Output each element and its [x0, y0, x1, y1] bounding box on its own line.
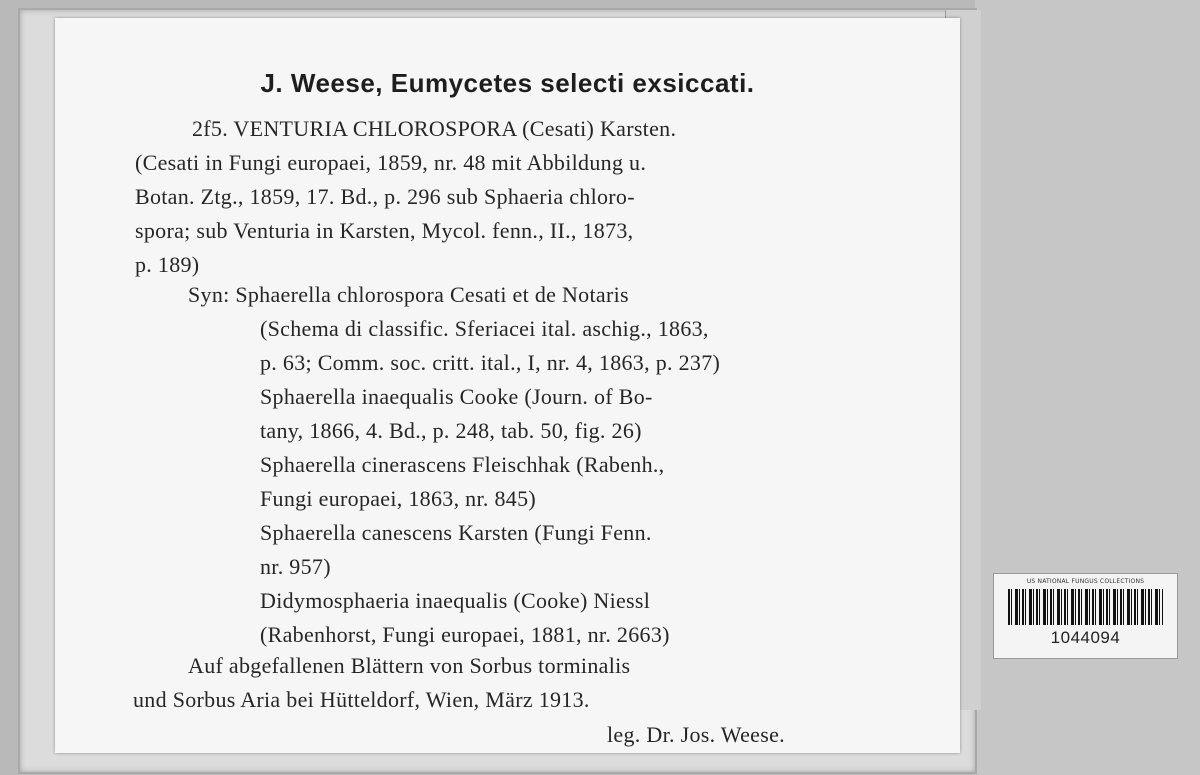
label-line: nr. 957) — [260, 554, 331, 579]
label-line: Syn: Sphaerella chlorospora Cesati et de Notaris — [188, 282, 629, 307]
label-line: (Schema di classific. Sferiacei ital. aschig., 1863, — [260, 316, 709, 341]
label-line: Sphaerella canescens Karsten (Fungi Fenn. — [260, 520, 652, 545]
label-line: (Rabenhorst, Fungi europaei, 1881, nr. 2663) — [260, 622, 670, 647]
label-line: Sphaerella cinerascens Fleischhak (Rabenh., — [260, 452, 665, 477]
label-line: Fungi europaei, 1863, nr. 845) — [260, 486, 537, 511]
barcode-label — [993, 573, 1178, 659]
barcode-icon — [1008, 589, 1163, 625]
label-line: 2f5. VENTURIA CHLOROSPORA (Cesati) Karsten. — [192, 116, 677, 141]
label-line: spora; sub Venturia in Karsten, Mycol. fenn., II., 1873, — [135, 218, 634, 243]
label-line: Didymosphaeria inaequalis (Cooke) Niessl — [260, 588, 651, 613]
label-line: p. 189) — [135, 252, 200, 277]
label-line: Botan. Ztg., 1859, 17. Bd., p. 296 sub Sphaeria chloro- — [135, 184, 635, 209]
barcode-institution: US NATIONAL FUNGUS COLLECTIONS — [1026, 578, 1145, 585]
collector-line: leg. Dr. Jos. Weese. — [607, 722, 785, 747]
label-line: und Sorbus Aria bei Hütteldorf, Wien, März 1913. — [133, 687, 590, 712]
barcode-number: 1044094 — [1050, 628, 1121, 647]
label-line: Sphaerella inaequalis Cooke (Journ. of Bo- — [260, 384, 653, 409]
label-line: (Cesati in Fungi europaei, 1859, nr. 48 mit Abbildung u. — [135, 150, 647, 175]
label-line: tany, 1866, 4. Bd., p. 248, tab. 50, fig. 26) — [260, 418, 642, 443]
specimen-label — [55, 18, 960, 753]
label-line: p. 63; Comm. soc. critt. ital., I, nr. 4, 1863, p. 237) — [260, 350, 721, 375]
label-title: J. Weese, Eumycetes selecti exsiccati. — [260, 68, 755, 98]
label-line: Auf abgefallenen Blättern von Sorbus torminalis — [188, 653, 631, 678]
